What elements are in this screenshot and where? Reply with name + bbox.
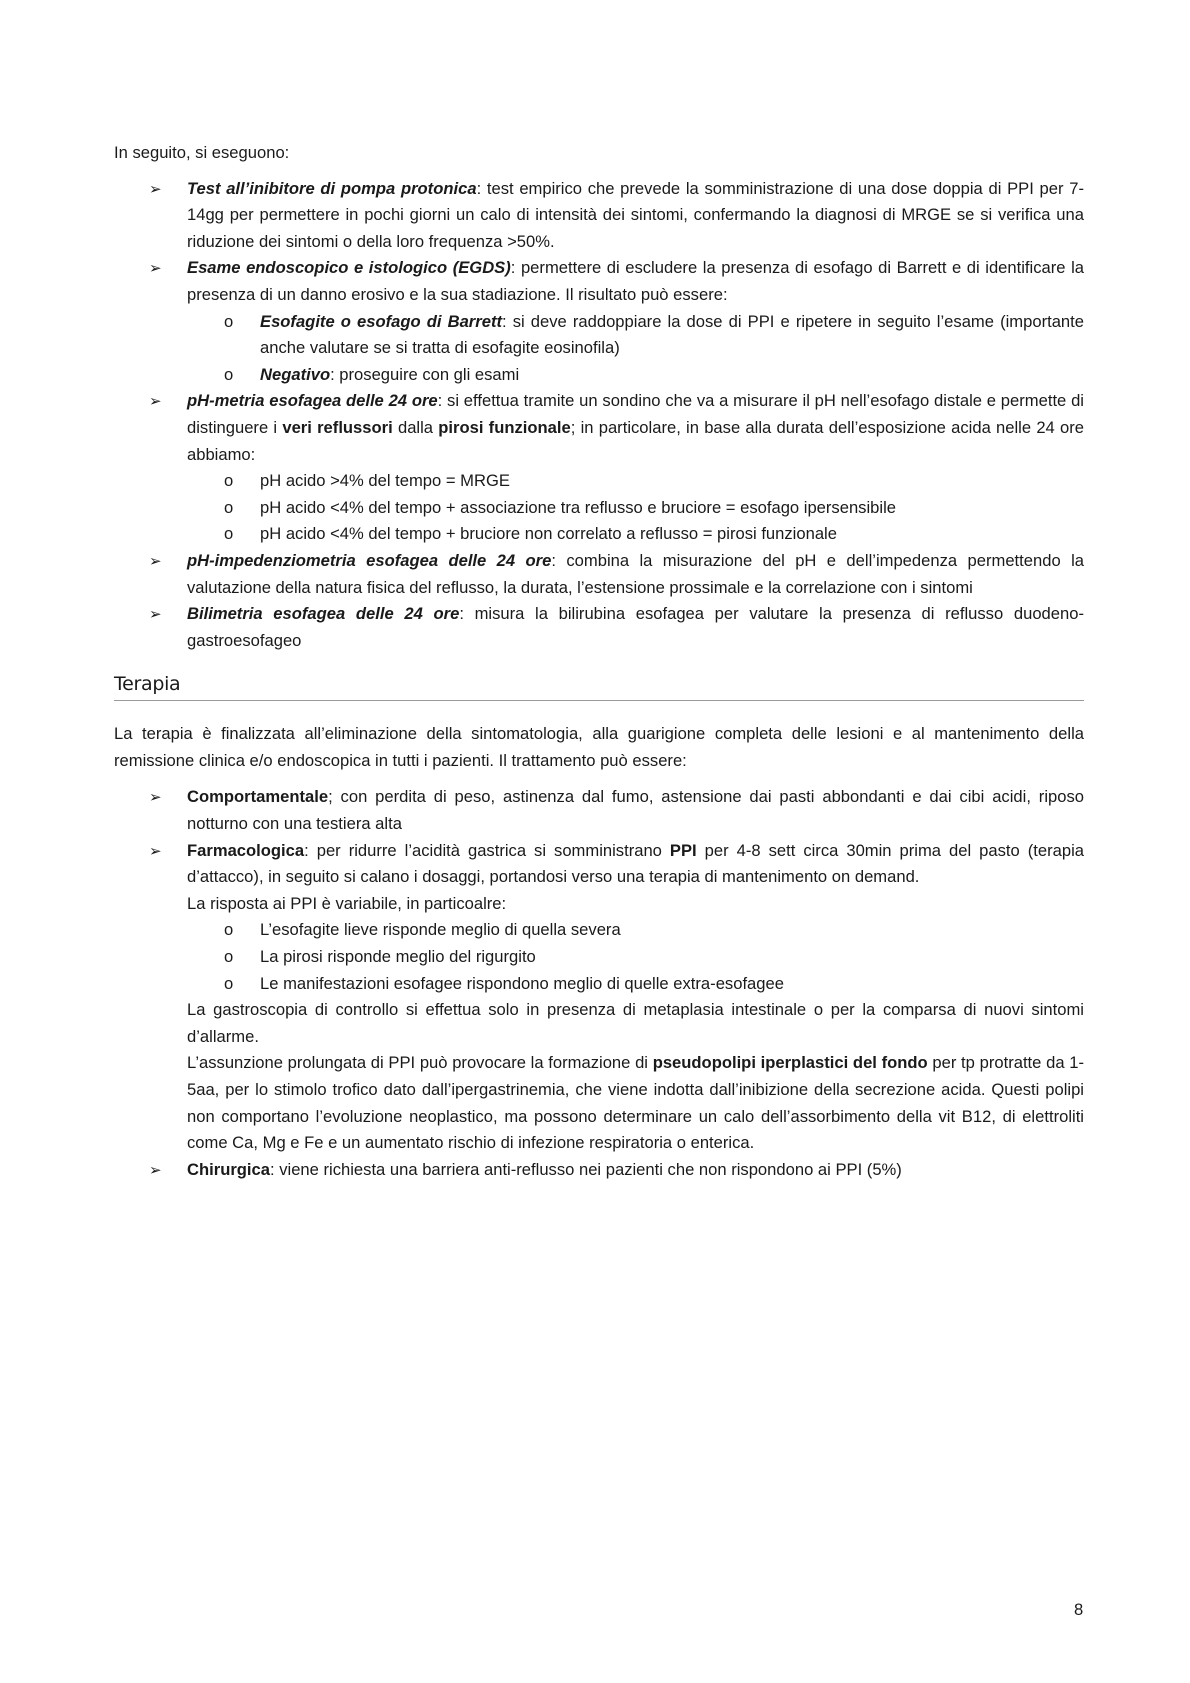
list-item-egds: ➢ Esame endoscopico e istologico (EGDS): permettere di escludere la presenza di esofago di Barrett e di identificare la presenza di un danno erosivo e la sua stadiazione. Il risultato può essere: o Esofagite o esofago di Barrett: si deve raddoppiare la dose di PPI e ripetere in seguito l’esame (importante anche valutare se si tratta di esofagite eosinofila) o Negativo: proseguire con gli esami — [114, 255, 1084, 388]
term: Esame endoscopico e istologico (EGDS) — [187, 258, 511, 278]
ppi-response-text: La risposta ai PPI è variabile, in particoalre: — [187, 893, 507, 913]
list-item-impedenziometria: ➢ pH-impedenziometria esofagea delle 24 ore: combina la misurazione del pH e dell’impedenza permettendo la valutazione della natura fisica del reflusso, la durata, l’estensione prossimale e la correlazione con i sintomi — [114, 548, 1084, 601]
section-heading-terapia: Terapia — [114, 671, 1084, 701]
sub-item-negativo: o Negativo: proseguire con gli esami — [114, 362, 1084, 389]
page-number: 8 — [1074, 1600, 1084, 1619]
list-item-ph-metria: ➢ pH-metria esofagea delle 24 ore: si effettua tramite un sondino che va a misurare il pH nell’esofago distale e permette di distinguere i veri reflussori dalla pirosi funzionale; in particolare, in base alla durata dell’esposizione acida nelle 24 ore abbiamo: o pH acido >4% del tempo = MRGE o pH acido <4% del tempo + associazione tra reflusso e bruciore = esofago ipersensibile o pH acido <4% del tempo + bruciore non correlato a reflusso = pirosi funzionale — [114, 388, 1084, 548]
ppi-response-list — [187, 917, 1084, 997]
term: Test all’inibitore di pompa protonica — [187, 178, 477, 198]
egds-results-list — [187, 309, 1084, 389]
sub-item: o pH acido >4% del tempo = MRGE — [114, 468, 1084, 495]
list-item-comportamentale: ➢ Comportamentale; con perdita di peso, astinenza dal fumo, astensione dai pasti abbondanti e dai cibi acidi, riposo notturno con una testiera alta — [114, 784, 1084, 837]
sub-item: o pH acido <4% del tempo + associazione tra reflusso e bruciore = esofago ipersensibile — [114, 495, 1084, 522]
ph-results-list — [187, 468, 1084, 548]
list-item-chirurgica: ➢ Chirurgica: viene richiesta una barriera anti-reflusso nei pazienti che non rispondono ai PPI (5%) — [114, 1157, 1084, 1184]
sub-item: o L’esofagite lieve risponde meglio di quella severa — [114, 917, 1084, 944]
sub-item-barrett: o Esofagite o esofago di Barrett: si deve raddoppiare la dose di PPI e ripetere in seguito l’esame (importante anche valutare se si tratta di esofagite eosinofila) — [114, 309, 1084, 362]
list-item-farmacologica: ➢ Farmacologica: per ridurre l’acidità gastrica si somministrano PPI per 4-8 sett circa 30min prima del pasto (terapia d’attacco), in seguito si calano i dosaggi, portandosi verso una terapia di mantenimento on demand. La risposta ai PPI è variabile, in particoalre: o L’esofagite lieve risponde meglio di quella severa o La pirosi risponde meglio del rigurgito o Le manifestazioni esofagee rispondono meglio di quelle extra-esofagee La gastroscopia di controllo si effettua solo in presenza di metaplasia intestinale o per la comparsa di nuovi sintomi d’allarme. L’assunzione prolungata di PPI può provocare la formazione di pseudopolipi iperplastici del fondo per tp protratte da 1-5aa, per lo stimolo trofico dato dall’ipergastrinemia, che viene indotta dall’inibizione della secrezione acida. Questi polipi non comportano l’evoluzione neoplastico, ma possono determinare un calo dell’assorbimento della vit B12, di elettroliti come Ca, Mg e Fe e un aumentato rischio di infezione respiratoria o enterica. — [114, 838, 1084, 1157]
therapy-intro-paragraph: La terapia è finalizzata all’eliminazione della sintomatologia, alla guarigione completa delle lesioni e al mantenimento della remissione clinica e/o endoscopica in tutti i pazienti. Il trattamento può essere: — [114, 724, 1084, 770]
sub-item: o Le manifestazioni esofagee rispondono meglio di quelle extra-esofagee — [114, 971, 1084, 998]
list-item-bilimetria: ➢ Bilimetria esofagea delle 24 ore: misura la bilirubina esofagea per valutare la presenza di reflusso duodeno-gastroesofageo — [114, 601, 1084, 654]
list-item-ppi-test: ➢ Test all’inibitore di pompa protonica: test empirico che prevede la somministrazione di una dose doppia di PPI per 7-14gg per permettere in pochi giorni un calo di intensità dei sintomi, confermando la diagnosi di MRGE se si verifica una riduzione dei sintomi o della loro frequenza >50%. — [114, 176, 1084, 256]
sub-item: o La pirosi risponde meglio del rigurgito — [114, 944, 1084, 971]
term: Bilimetria esofagea delle 24 ore — [187, 604, 460, 624]
document-page — [114, 140, 1084, 1183]
diagnostic-tests-list — [114, 176, 1084, 655]
term: pH-metria esofagea delle 24 ore — [187, 391, 438, 411]
term: pH-impedenziometria esofagea delle 24 ore — [187, 550, 552, 570]
therapy-list — [114, 784, 1084, 1183]
long-term-ppi-paragraph: L’assunzione prolungata di PPI può provocare la formazione di pseudopolipi iperplastici del fondo per tp protratte da 1-5aa, per lo stimolo trofico dato dall’ipergastrinemia, che viene indotta dall’inibizione della secrezione acida. Questi polipi non comportano l’evoluzione neoplastico, ma possono determinare un calo dell’assorbimento della vit B12, di elettroliti come Ca, Mg e Fe e un aumentato rischio di infezione respiratoria o enterica. — [187, 1053, 1084, 1153]
gastroscopy-paragraph: La gastroscopia di controllo si effettua solo in presenza di metaplasia intestinale o per la comparsa di nuovi sintomi d’allarme. — [187, 1000, 1084, 1046]
intro-paragraph: In seguito, si eseguono: — [114, 143, 290, 162]
sub-item: o pH acido <4% del tempo + bruciore non correlato a reflusso = pirosi funzionale — [114, 521, 1084, 548]
